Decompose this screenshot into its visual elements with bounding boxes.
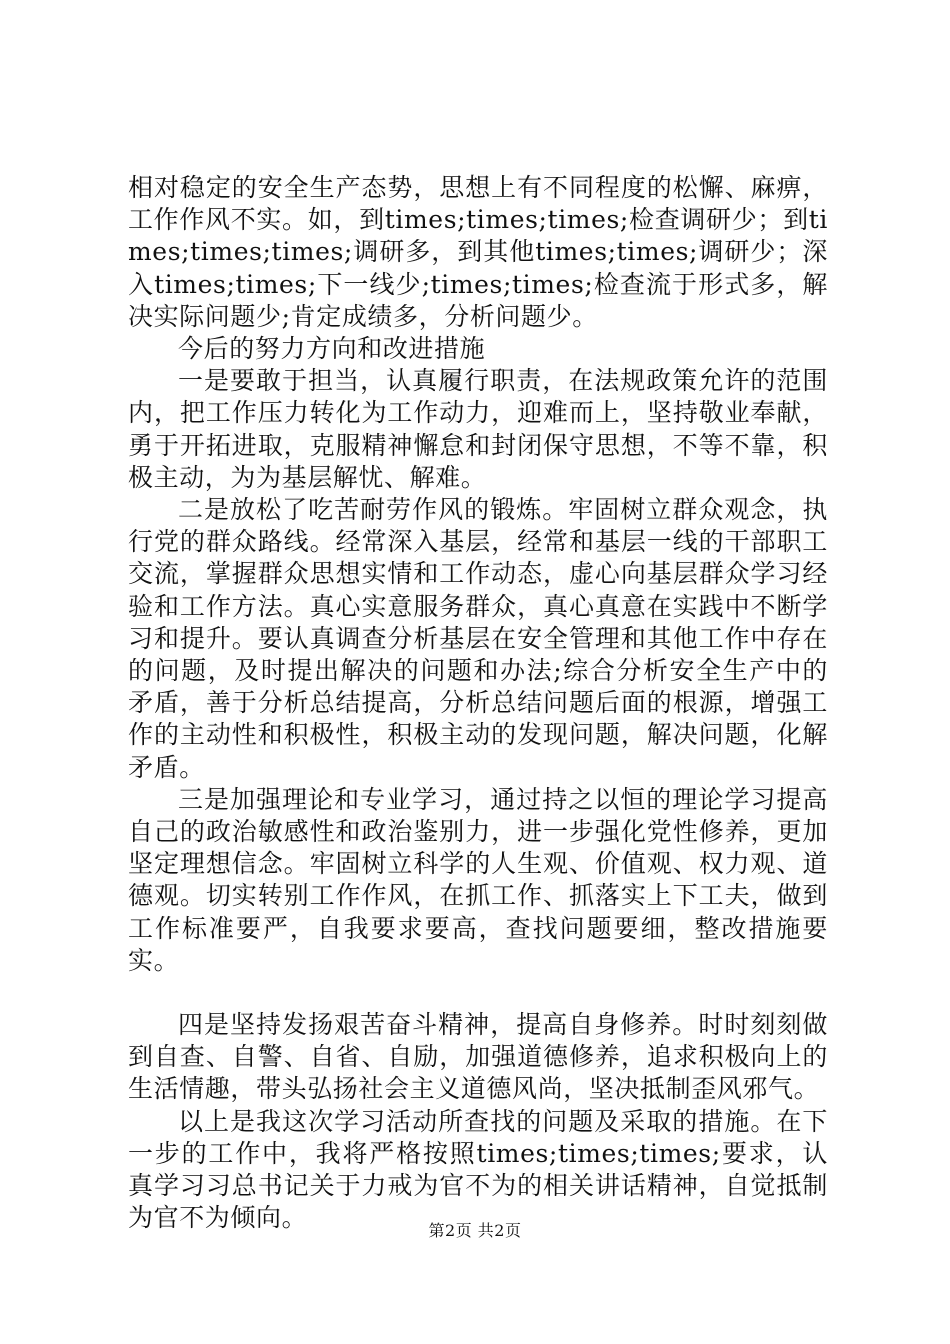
paragraph-continuation: 相对稳定的安全生产态势，思想上有不同程度的松懈、麻痹，工作作风不实。如，到times;times;times;检查调研少；到times;times;times;调研多，到其他times;times;调研少；深入times;times;下一线少;times;times;检查流于形式多，解决实际问题少;肯定成绩多，分析问题少。: [128, 173, 828, 331]
paragraph-conclusion: 以上是我这次学习活动所查找的问题及采取的措施。在下一步的工作中，我将严格按照times;times;times;要求，认真学习习总书记关于力戒为官不为的相关讲话精神，自觉抵制为官不为倾向。: [128, 1106, 828, 1233]
paragraph-measure-two: 二是放松了吃苦耐劳作风的锻炼。牢固树立群众观念，执行党的群众路线。经常深入基层，经常和基层一线的干部职工交流，掌握群众思想实情和工作动态，虚心向基层群众学习经验和工作方法。真心实意服务群众，真心真意在实践中不断学习和提升。要认真调查分析基层在安全管理和其他工作中存在的问题，及时提出解决的问题和办法;综合分析安全生产中的矛盾，善于分析总结提高，分析总结问题后面的根源，增强工作的主动性和积极性，积极主动的发现问题，解决问题，化解矛盾。: [128, 495, 828, 782]
section-heading: 今后的努力方向和改进措施: [178, 334, 486, 364]
document-body: [128, 172, 828, 1235]
page-footer: 第2页 共2页: [428, 1221, 522, 1240]
paragraph-measure-three: 三是加强理论和专业学习，通过持之以恒的理论学习提高自己的政治敏感性和政治鉴别力，进一步强化党性修养，更加坚定理想信念。牢固树立科学的人生观、价值观、权力观、道德观。切实转别工作作风，在抓工作、抓落实上下工夫，做到工作标准要严，自我要求要高，查找问题要细，整改措施要实。: [128, 784, 828, 975]
paragraph-measure-four: 四是坚持发扬艰苦奋斗精神，提高自身修养。时时刻刻做到自查、自警、自省、自励，加强道德修养，追求积极向上的生活情趣，带头弘扬社会主义道德风尚，坚决抵制歪风邪气。: [128, 1010, 828, 1104]
paragraph-measure-one: 一是要敢于担当，认真履行职责，在法规政策允许的范围内，把工作压力转化为工作动力，迎难而上，坚持敬业奉献，勇于开拓进取，克服精神懈怠和封闭保守思想，不等不靠，积极主动，为为基层解忧、解难。: [128, 366, 828, 492]
